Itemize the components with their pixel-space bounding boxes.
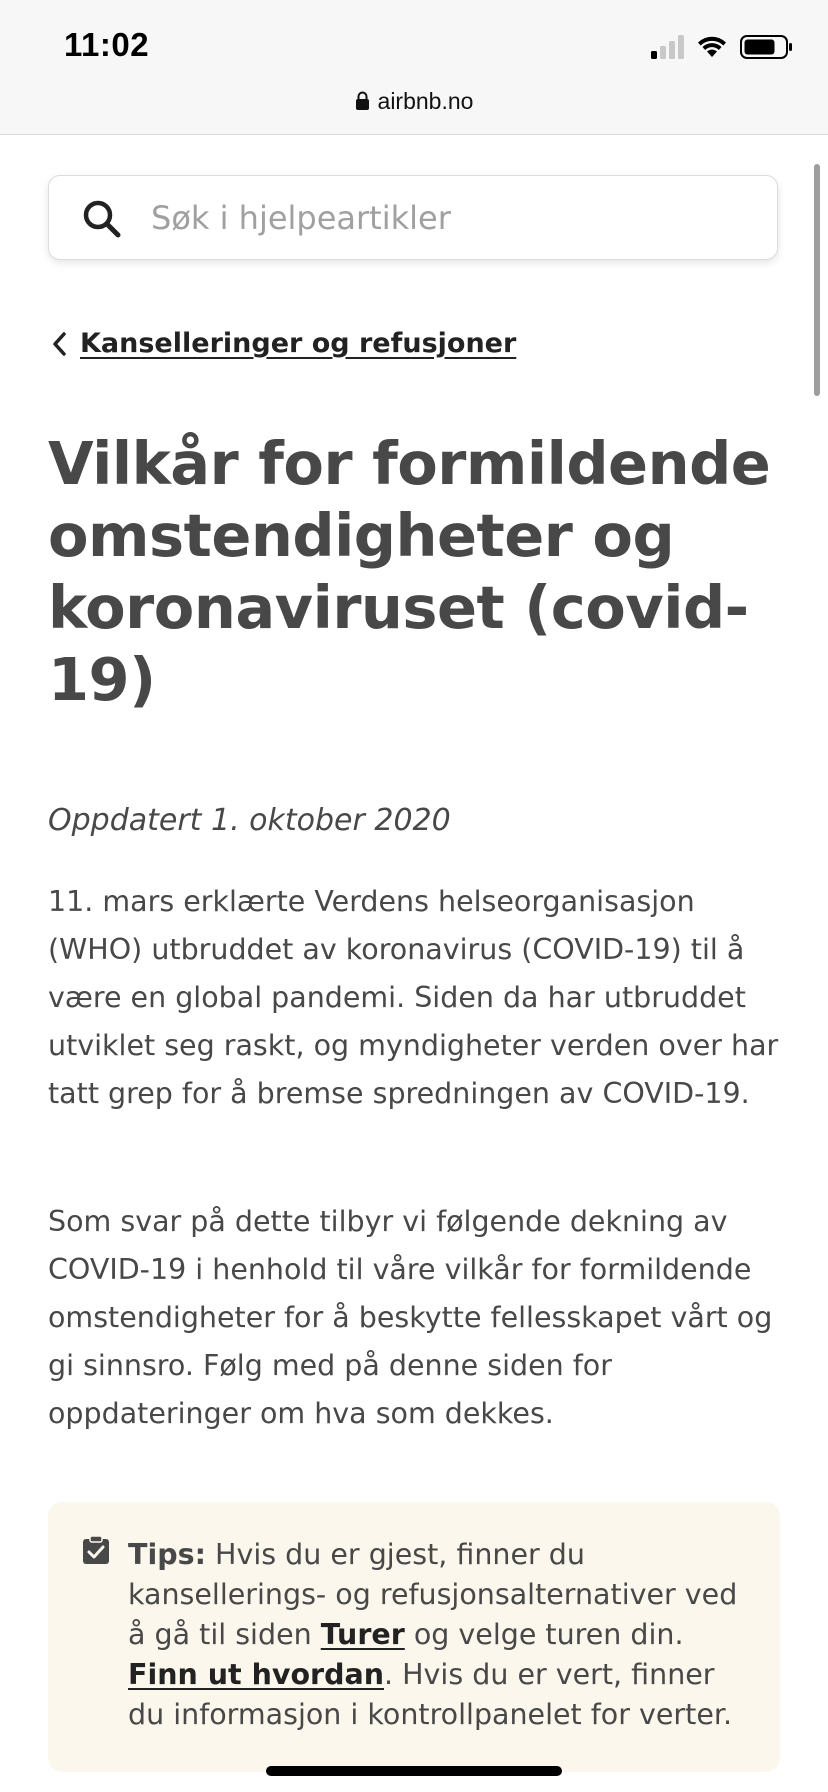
wifi-icon: [696, 35, 728, 59]
clipboard-check-icon: [81, 1535, 111, 1565]
browser-chrome: [0, 0, 828, 135]
trips-link[interactable]: Turer: [320, 1618, 405, 1651]
tip-text: [128, 1535, 748, 1735]
battery-icon: [740, 34, 794, 60]
scrollbar[interactable]: [814, 164, 820, 396]
search-box[interactable]: [48, 175, 778, 260]
page-title: Vilkår for formildende omstendigheter og koronaviruset (covid-19): [48, 429, 771, 714]
address-bar[interactable]: [0, 88, 828, 115]
home-indicator[interactable]: [266, 1766, 562, 1776]
tip-text-part: . Hvis du er vert, finner du informasjon i kontrollpanelet for verter.: [128, 1658, 733, 1731]
url-text: airbnb.no: [377, 88, 474, 114]
breadcrumb-label: Kanselleringer og refusjoner: [80, 328, 517, 359]
lock-icon: [355, 91, 370, 111]
tip-callout: [48, 1502, 780, 1772]
status-icons: [651, 34, 794, 60]
find-out-how-link[interactable]: Finn ut hvordan: [128, 1658, 384, 1691]
breadcrumb-back-link[interactable]: [52, 328, 516, 359]
search-input[interactable]: [151, 176, 751, 259]
tip-text-part: Hvis du er gjest, finner du kansellerings- og refusjonsalternativer ved å gå til siden: [128, 1538, 738, 1651]
article-paragraph: 11. mars erklærte Verdens helseorganisasjon (WHO) utbruddet av koronavirus (COVID-19) til å være en global pandemi. Siden da har utbruddet utviklet seg raskt, og myndigheter verden over har tatt grep for å bremse spredningen av COVID-19.: [48, 885, 779, 1110]
tip-text-part: og velge turen din.: [404, 1618, 684, 1651]
chevron-left-icon: [52, 332, 66, 356]
article-paragraph: Som svar på dette tilbyr vi følgende dekning av COVID-19 i henhold til våre vilkår for formildende omstendigheter for å beskytte fellesskapet vårt og gi sinnsro. Følg med på denne siden for oppdateringer om hva som dekkes.: [48, 1205, 773, 1430]
updated-date: Oppdatert 1. oktober 2020: [48, 803, 451, 838]
tip-label: Tips:: [128, 1538, 206, 1571]
status-time: 11:02: [64, 26, 150, 63]
search-icon: [82, 199, 122, 239]
cellular-signal-icon: [651, 35, 684, 59]
